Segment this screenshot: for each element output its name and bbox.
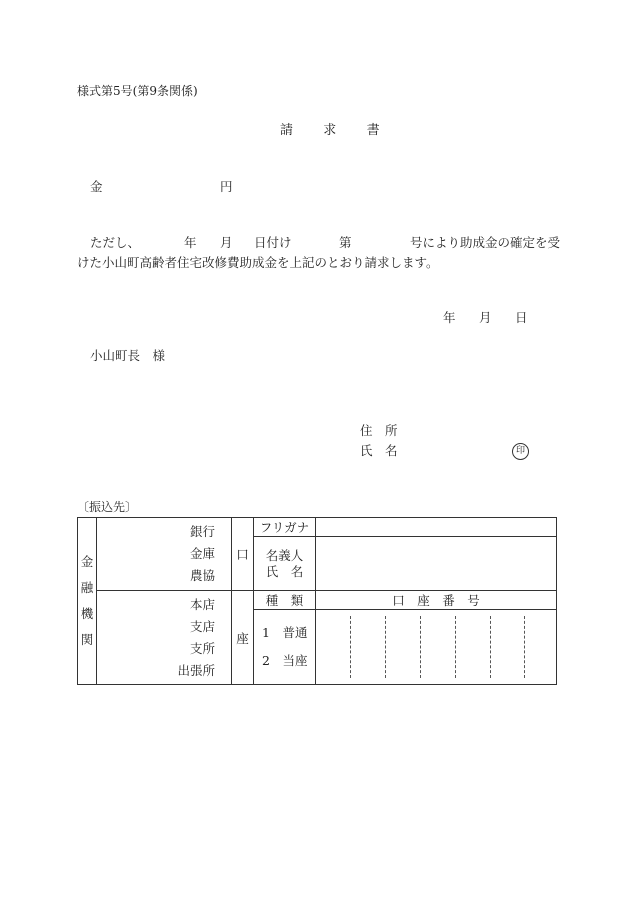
title-char: 書 — [366, 123, 380, 138]
title-char: 求 — [323, 123, 337, 138]
body-month: 月 — [220, 235, 233, 250]
account-number-field[interactable] — [316, 610, 557, 685]
title-char: 請 — [280, 123, 294, 138]
seal-icon: 印 — [512, 443, 529, 460]
form-number: 様式第5号(第9条関係) — [77, 84, 198, 98]
type-header: 種 類 — [254, 591, 316, 610]
holder-name-field[interactable] — [316, 537, 557, 591]
institution-label: 金 融 機 関 — [78, 518, 97, 685]
date-year: 年 — [443, 310, 456, 325]
body-dai: 第 — [339, 235, 352, 250]
holder-label: 名義人 氏 名 — [254, 537, 316, 591]
account-type-options: 1 普通 2 当座 — [254, 610, 316, 685]
account-label-bottom: 座 — [232, 591, 254, 685]
document-title — [280, 124, 380, 137]
seal-mark — [512, 443, 529, 460]
body-prefix: ただし、 — [90, 235, 141, 250]
address-label: 住 所 — [360, 423, 398, 438]
date-day: 日 — [515, 310, 528, 325]
name-label: 氏 名 — [360, 443, 398, 458]
date-month: 月 — [479, 310, 492, 325]
body-suffix: 号により助成金の確定を受 — [410, 235, 561, 250]
account-digit-boxes — [316, 610, 556, 684]
bank-caption: 〔振込先〕 — [77, 500, 138, 514]
furigana-label: フリガナ — [254, 518, 316, 537]
amount-label: 金 — [90, 179, 103, 194]
bank-transfer-table — [77, 517, 557, 685]
body-year: 年 — [184, 235, 197, 250]
body-line2: けた小山町高齢者住宅改修費助成金を上記のとおり請求します。 — [77, 255, 439, 270]
body-day-dated: 日付け — [254, 235, 292, 250]
account-number-header: 口 座 番 号 — [316, 591, 557, 610]
account-label-top: 口 — [232, 518, 254, 591]
furigana-field[interactable] — [316, 518, 557, 537]
addressee: 小山町長 様 — [90, 348, 166, 363]
amount-unit: 円 — [220, 179, 233, 194]
branch-type-cell: 本店 支店 支所 出張所 — [97, 591, 232, 685]
institution-type-cell: 銀行 金庫 農協 — [97, 518, 232, 591]
